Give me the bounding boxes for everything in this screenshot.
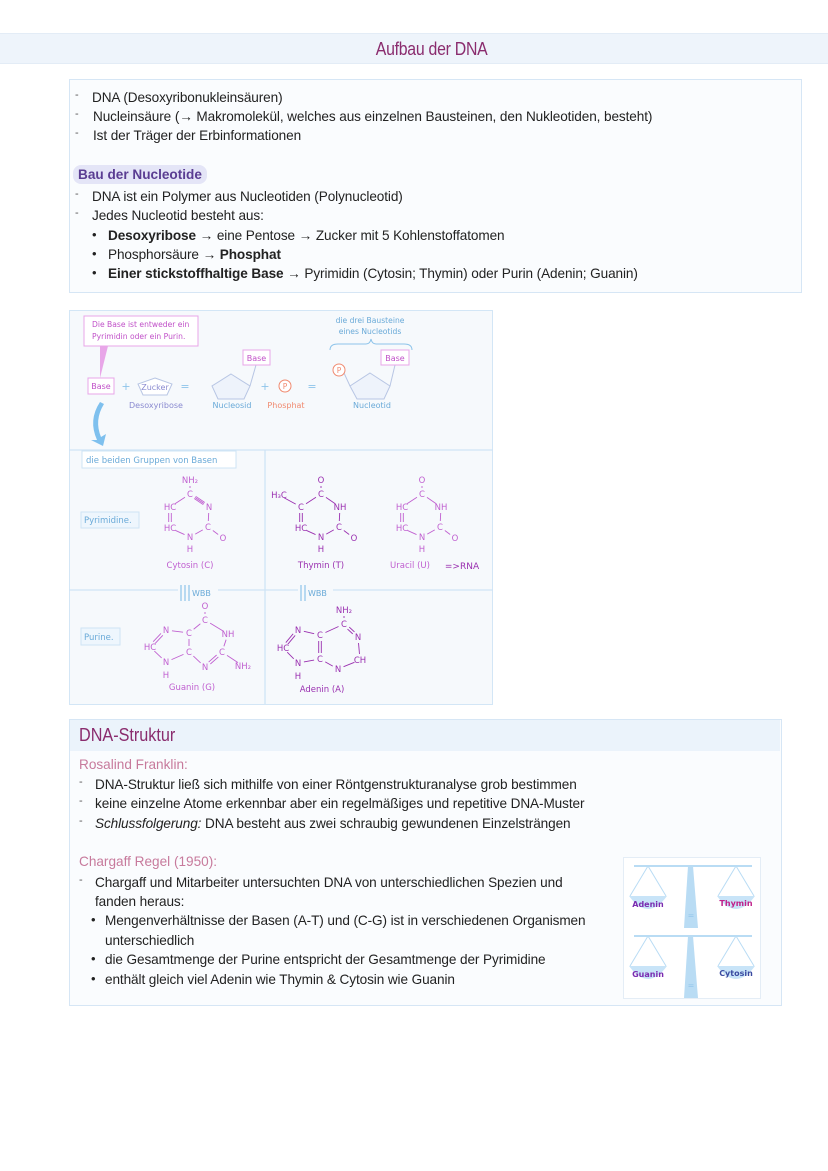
bond — [195, 529, 203, 533]
brace-label: eines Nucleotids — [338, 326, 401, 336]
phosphate-icon: P — [336, 365, 341, 375]
intro-box — [69, 79, 802, 293]
atom-label: C — [317, 489, 324, 500]
phosphate-icon: P — [282, 381, 287, 391]
dash: - — [75, 127, 79, 139]
franklin-heading: Rosalind Franklin: — [79, 757, 188, 772]
brace-icon — [330, 339, 412, 350]
plus-sign: + — [259, 379, 270, 393]
plus-sign: + — [120, 379, 131, 393]
bond — [171, 654, 183, 659]
atom-label: H — [418, 544, 425, 555]
atom-label: N — [294, 658, 301, 669]
atom-label: N — [201, 662, 208, 673]
nucleotid-label: Nucleotid — [352, 400, 391, 410]
brace-label: die drei Bausteine — [335, 315, 404, 325]
base-box: Base — [90, 381, 111, 391]
atom-label: C — [335, 522, 342, 533]
section-title: DNA-Struktur — [79, 725, 176, 745]
section-heading: Bau der Nucleotide — [73, 165, 207, 184]
dash: - — [79, 815, 83, 827]
atom-label: HC — [276, 643, 289, 654]
bond — [303, 660, 313, 662]
atom-label: NH₂ — [181, 475, 198, 486]
intro-line: Ist der Träger der Erbinformationen — [93, 128, 302, 143]
atom-label: N — [186, 532, 193, 543]
molecule-uracil — [390, 476, 459, 571]
svg-text:=: = — [687, 981, 695, 990]
bullet: • — [91, 912, 96, 927]
atom-label: HC — [395, 502, 408, 513]
svg-text:Adenin: Adenin — [632, 900, 664, 909]
bond — [303, 631, 313, 633]
bond — [155, 635, 163, 643]
atom-label: N — [205, 502, 212, 513]
equals-sign: = — [179, 379, 190, 393]
atom-label: N — [294, 625, 301, 636]
atom-label: NH — [221, 629, 234, 640]
atom-label: N — [317, 532, 324, 543]
molecule-name: Uracil (U) — [389, 560, 430, 571]
bond — [212, 530, 217, 534]
atom-label: C — [340, 619, 347, 630]
equals-sign: = — [306, 379, 317, 393]
scale-icon — [629, 936, 755, 998]
dash: - — [75, 207, 79, 219]
intro-point: Jedes Nucleotid besteht aus: — [92, 208, 264, 223]
bond — [444, 530, 449, 534]
bullet: • — [91, 971, 96, 986]
atom-label: HC — [163, 502, 176, 513]
atom-label: C — [316, 654, 323, 665]
atom-label: C — [297, 502, 304, 513]
dna-structure-box — [69, 719, 782, 1006]
atom-label: C — [418, 489, 425, 500]
chargaff-bullet: unterschiedlich — [105, 933, 195, 948]
atom-label: O — [418, 475, 425, 486]
bond — [193, 623, 200, 628]
atom-label: NH₂ — [335, 605, 352, 616]
pyrimidine-label: Pyrimidine. — [83, 515, 132, 526]
scale-icon — [629, 866, 755, 928]
atom-label: H — [162, 670, 169, 681]
atom-label: H₃C — [270, 490, 287, 501]
atom-label: H — [186, 544, 193, 555]
nucleotid-pentagon-icon — [350, 373, 390, 399]
bullet-item: Desoxyribose → eine Pentose → Zucker mit 5 Kohlenstoffatomen — [108, 228, 505, 243]
sugar-label: Zucker — [140, 382, 169, 392]
svg-text:Cytosin: Cytosin — [719, 969, 753, 978]
desoxyribose-label: Desoxyribose — [128, 400, 183, 410]
intro-point: DNA ist ein Polymer aus Nucleotiden (Polynucleotid) — [92, 189, 403, 204]
chargaff-heading: Chargaff Regel (1950): — [79, 854, 218, 869]
atom-label: O — [219, 533, 226, 544]
molecule-thymin — [271, 476, 358, 571]
molecule-adenin — [276, 606, 365, 695]
bond — [171, 630, 182, 631]
page-title: Aufbau der DNA — [375, 39, 488, 59]
dash: - — [75, 188, 79, 200]
nucleosid-pentagon-icon — [212, 374, 250, 399]
atom-label: O — [350, 533, 357, 544]
bond — [194, 497, 203, 503]
bond — [306, 497, 316, 503]
atom-label: C — [218, 647, 225, 658]
atom-label: N — [334, 664, 341, 675]
section-header — [70, 720, 780, 751]
atom-label: C — [204, 522, 211, 533]
atom-label: NH₂ — [234, 661, 251, 672]
franklin-line: DNA-Struktur ließ sich mithilfe von einer Röntgenstrukturanalyse grob bestimmen — [95, 777, 577, 792]
atom-label: C — [185, 628, 192, 639]
dash: - — [79, 874, 83, 886]
atom-label: O — [451, 533, 458, 544]
bullet: • — [92, 246, 97, 261]
chargaff-line: fanden heraus: — [95, 894, 185, 909]
atom-label: C — [316, 630, 323, 641]
svg-text:=: = — [687, 911, 695, 920]
bond — [343, 662, 354, 666]
purine-label: Purine. — [83, 632, 114, 643]
bond — [358, 642, 359, 653]
bond — [223, 639, 225, 646]
atom-label: C — [436, 522, 443, 533]
chargaff-bullet: Mengenverhältnisse der Basen (A-T) und (C-G) ist in verschiedenen Organismen — [105, 913, 586, 928]
atom-label: NH — [333, 502, 346, 513]
molecule-name: Thymin (T) — [297, 560, 344, 571]
nucleotide-diagram — [69, 310, 493, 705]
conclusion-line: Schlussfolgerung: DNA besteht aus zwei schraubig gewundenen Einzelsträngen — [95, 816, 571, 831]
curved-arrow-icon — [91, 402, 106, 446]
title-bar — [0, 33, 828, 64]
atom-label: NH — [434, 502, 447, 513]
atom-label: HC — [163, 523, 176, 534]
svg-text:Thymin: Thymin — [719, 899, 753, 908]
bullet: • — [92, 265, 97, 280]
atom-label: H — [317, 544, 324, 555]
bullet: • — [92, 227, 97, 242]
bond — [153, 633, 161, 641]
hydrogen-bonds-label: WBB — [307, 588, 327, 598]
bond — [193, 656, 200, 663]
bond — [407, 497, 417, 503]
chargaff-line: Chargaff und Mitarbeiter untersuchten DNA von unterschiedlichen Spezien und — [95, 875, 563, 890]
phosphat-label: Phosphat — [266, 400, 305, 410]
bond — [306, 530, 315, 534]
dash: - — [79, 795, 83, 807]
atom-label: N — [162, 657, 169, 668]
atom-label: C — [201, 615, 208, 626]
bond — [427, 529, 435, 533]
atom-label: H — [294, 671, 301, 682]
atom-label: CH — [353, 655, 366, 666]
bond — [343, 530, 348, 534]
atom-label: C — [186, 489, 193, 500]
bond — [208, 654, 216, 661]
bond — [195, 496, 204, 502]
bond — [175, 497, 185, 503]
atom-label: N — [354, 632, 361, 643]
molecule-name: Cytosin (C) — [166, 560, 213, 571]
bond — [175, 530, 184, 534]
atom-label: C — [185, 647, 192, 658]
atom-label: O — [317, 475, 324, 486]
base-box: Base — [246, 353, 266, 363]
base-box: Base — [384, 353, 405, 363]
molecule-guanin — [143, 602, 250, 693]
molecule-cytosin — [163, 476, 226, 571]
bond — [407, 530, 416, 534]
atom-label: N — [162, 625, 169, 636]
molecule-name: Adenin (A) — [299, 684, 344, 695]
rna-note: =>RNA — [444, 561, 479, 572]
bond — [210, 656, 218, 663]
molecule-name: Guanin (G) — [168, 682, 215, 693]
atom-label: HC — [395, 523, 408, 534]
bond — [326, 529, 334, 533]
svg-text:Guanin: Guanin — [632, 970, 664, 979]
bond — [325, 661, 333, 665]
bond — [325, 626, 338, 632]
bullet: • — [91, 951, 96, 966]
balance-scales-illustration — [623, 857, 761, 999]
callout-text: Die Base ist entweder ein — [91, 319, 189, 329]
bond — [194, 498, 203, 504]
chargaff-bullet: enthält gleich viel Adenin wie Thymin & Cytosin wie Guanin — [105, 972, 455, 987]
atom-label: O — [201, 601, 208, 612]
hydrogen-bonds-label: WBB — [191, 588, 211, 598]
atom-label: HC — [143, 642, 156, 653]
callout-text: Pyrimidin oder ein Purin. — [91, 331, 185, 341]
bullet-item: Einer stickstoffhaltige Base → Pyrimidin (Cytosin; Thymin) oder Purin (Adenin; Guanin) — [108, 266, 638, 281]
nucleosid-label: Nucleosid — [212, 400, 251, 410]
bond — [285, 633, 292, 642]
callout — [84, 316, 198, 378]
dash: - — [75, 89, 79, 101]
bullet-item: Phosphorsäure → Phosphat — [108, 247, 281, 262]
groups-label: die beiden Gruppen von Basen — [85, 455, 217, 466]
chargaff-bullet: die Gesamtmenge der Purine entspricht der Gesamtmenge der Pyrimidine — [105, 952, 546, 967]
atom-label: HC — [294, 523, 307, 534]
dash: - — [75, 108, 79, 120]
atom-label: N — [418, 532, 425, 543]
intro-line: Nucleinsäure (→ Makromolekül, welches aus einzelnen Bausteinen, den Nukleotiden, besteht) — [93, 109, 653, 124]
bond — [287, 635, 294, 644]
intro-line: DNA (Desoxyribonukleinsäuren) — [92, 90, 283, 105]
franklin-line: keine einzelne Atome erkennbar aber ein regelmäßiges und repetitive DNA-Muster — [95, 796, 585, 811]
dash: - — [79, 776, 83, 788]
